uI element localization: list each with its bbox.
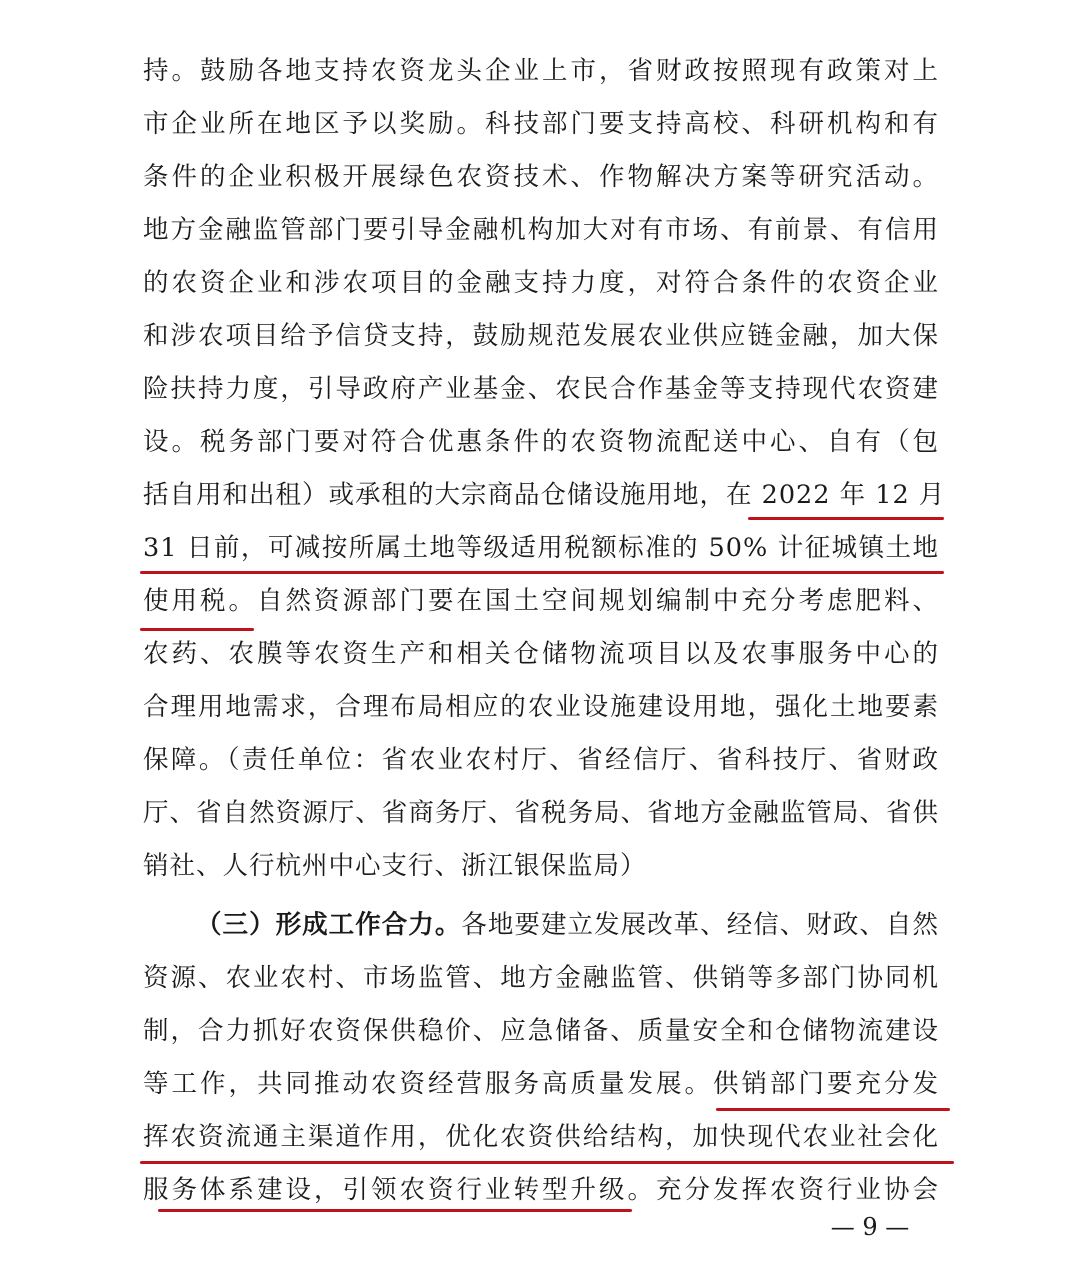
text-line: 险扶持力度，引导政府产业基金、农民合作基金等支持现代农资建 [143,374,939,404]
text-line: 资源、农业农村、市场监管、地方金融监管、供销等多部门协同机 [143,963,939,993]
text-line: 的农资企业和涉农项目的金融支持力度，对符合条件的农资企业 [143,268,939,298]
text-line: 服务体系建设，引领农资行业转型升级。充分发挥农资行业协会 [143,1175,939,1205]
text-line: 设。税务部门要对符合优惠条件的农资物流配送中心、自有（包 [143,427,939,457]
highlight-underline [158,1209,632,1212]
text-line: 条件的企业积极开展绿色农资技术、作物解决方案等研究活动。 [143,162,939,192]
text-line: 保障。（责任单位：省农业农村厅、省经信厅、省科技厅、省财政 [143,745,939,775]
highlight-underline [140,1161,954,1164]
text-line: 市企业所在地区予以奖励。科技部门要支持高校、科研机构和有 [143,109,939,139]
text-line: 括自用和出租）或承租的大宗商品仓储设施用地，在 2022 年 12 月 [143,480,946,510]
text-line: 地方金融监管部门要引导金融机构加大对有市场、有前景、有信用 [143,215,939,245]
text-line: 使用税。自然资源部门要在国土空间规划编制中充分考虑肥料、 [143,586,939,616]
text-line: 农药、农膜等农资生产和相关仓储物流项目以及农事服务中心的 [143,639,939,669]
highlight-underline [140,628,254,631]
text-line: 持。鼓励各地支持农资龙头企业上市，省财政按照现有政策对上 [143,56,939,86]
text-line: 销社、人行杭州中心支行、浙江银保监局） [143,851,647,881]
highlight-underline [716,1108,950,1111]
section-3-heading: （三）形成工作合力。 [196,910,462,940]
text-line: 31 日前，可减按所属土地等级适用税额标准的 50% 计征城镇土地 [143,533,939,563]
text-line: 制，合力抓好农资保供稳价、应急储备、质量安全和仓储物流建设 [143,1016,939,1046]
text-line: 挥农资流通主渠道作用，优化农资供给结构，加快现代农业社会化 [143,1122,939,1152]
page-number: — 9 — [830,1213,910,1241]
text-line: 等工作，共同推动农资经营服务高质量发展。供销部门要充分发 [143,1069,939,1099]
highlight-underline [140,571,944,574]
section-3-first-line-rest: 各地要建立发展改革、经信、财政、自然 [461,910,939,940]
section-3-first-line [196,908,939,942]
highlight-underline [748,517,944,520]
text-line: 合理用地需求，合理布局相应的农业设施建设用地，强化土地要素 [143,692,939,722]
text-line: 厅、省自然资源厅、省商务厅、省税务局、省地方金融监管局、省供 [143,798,939,828]
text-line: 和涉农项目给予信贷支持，鼓励规范发展农业供应链金融，加大保 [143,321,939,351]
